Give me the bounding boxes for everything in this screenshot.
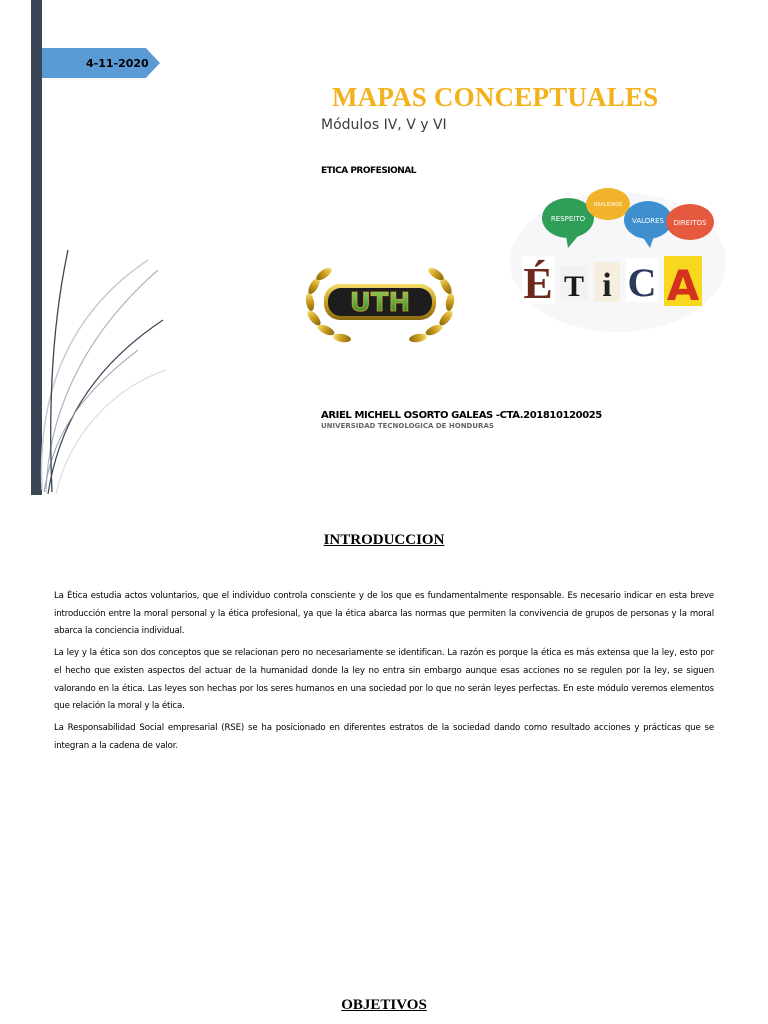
document-subtitle: Módulos IV, V y VI: [321, 117, 447, 133]
svg-text:REALIDADE: REALIDADE: [593, 202, 623, 208]
intro-paragraph: La Ética estudia actos voluntarios, que el individuo controla consciente y de los que es fundamentalmente responsable. Es necesario indicar en esta breve introducción entre la moral personal y la ética profesional, ya que la ética abarca las normas que permiten la convivencia de grupos de personas y la moral abarca la conciencia individual.: [54, 591, 714, 637]
university-name: UNIVERSIDAD TECNOLOGICA DE HONDURAS: [321, 422, 494, 430]
etica-word: [522, 256, 702, 310]
svg-text:A: A: [666, 261, 700, 310]
svg-text:i: i: [602, 267, 612, 304]
uth-logo: [298, 258, 462, 354]
svg-text:RESPEITO: RESPEITO: [550, 215, 586, 223]
svg-text:DIREITOS: DIREITOS: [673, 219, 707, 227]
objectives-heading: OBJETIVOS: [341, 997, 427, 1013]
intro-paragraph: La ley y la ética son dos conceptos que se relacionan pero no necesariamente se identifican. La razón es porque la ética es más extensa que la ley, esto por el hecho que existen aspectos del actuar de la humanidad donde la ley no entra sin embargo aunque esas acciones no se regulen por la ley, se siguen valorando en la ética. Las leyes son hechas por los seres humanos en una sociedad por lo que no serán leyes perfectas. En este módulo veremos elementos que relación la moral y la ética.: [54, 648, 714, 712]
svg-text:É: É: [523, 259, 553, 308]
svg-text:UTH: UTH: [349, 288, 411, 318]
document-title: MAPAS CONCEPTUALES: [332, 82, 659, 112]
cover-date: 4-11-2020: [86, 57, 149, 70]
etica-illustration: [508, 182, 728, 336]
svg-text:T: T: [563, 270, 585, 303]
introduction-heading: INTRODUCCION: [323, 532, 445, 548]
course-name: ETICA PROFESIONAL: [321, 166, 417, 176]
svg-text:VALORES: VALORES: [631, 217, 665, 225]
author-name: ARIEL MICHELL OSORTO GALEAS -CTA.201810120025: [321, 410, 602, 421]
introduction-body: [54, 588, 714, 759]
speech-bubble-realidade: [586, 188, 630, 220]
speech-bubble-direitos: [666, 204, 714, 240]
svg-text:C: C: [627, 260, 657, 305]
decorative-swirl: [28, 230, 168, 500]
intro-paragraph: La Responsabilidad Social empresarial (RSE) se ha posicionado en diferentes estratos de la sociedad dando como resultado acciones y prácticas que se integran a la cadena de valor.: [54, 722, 714, 751]
